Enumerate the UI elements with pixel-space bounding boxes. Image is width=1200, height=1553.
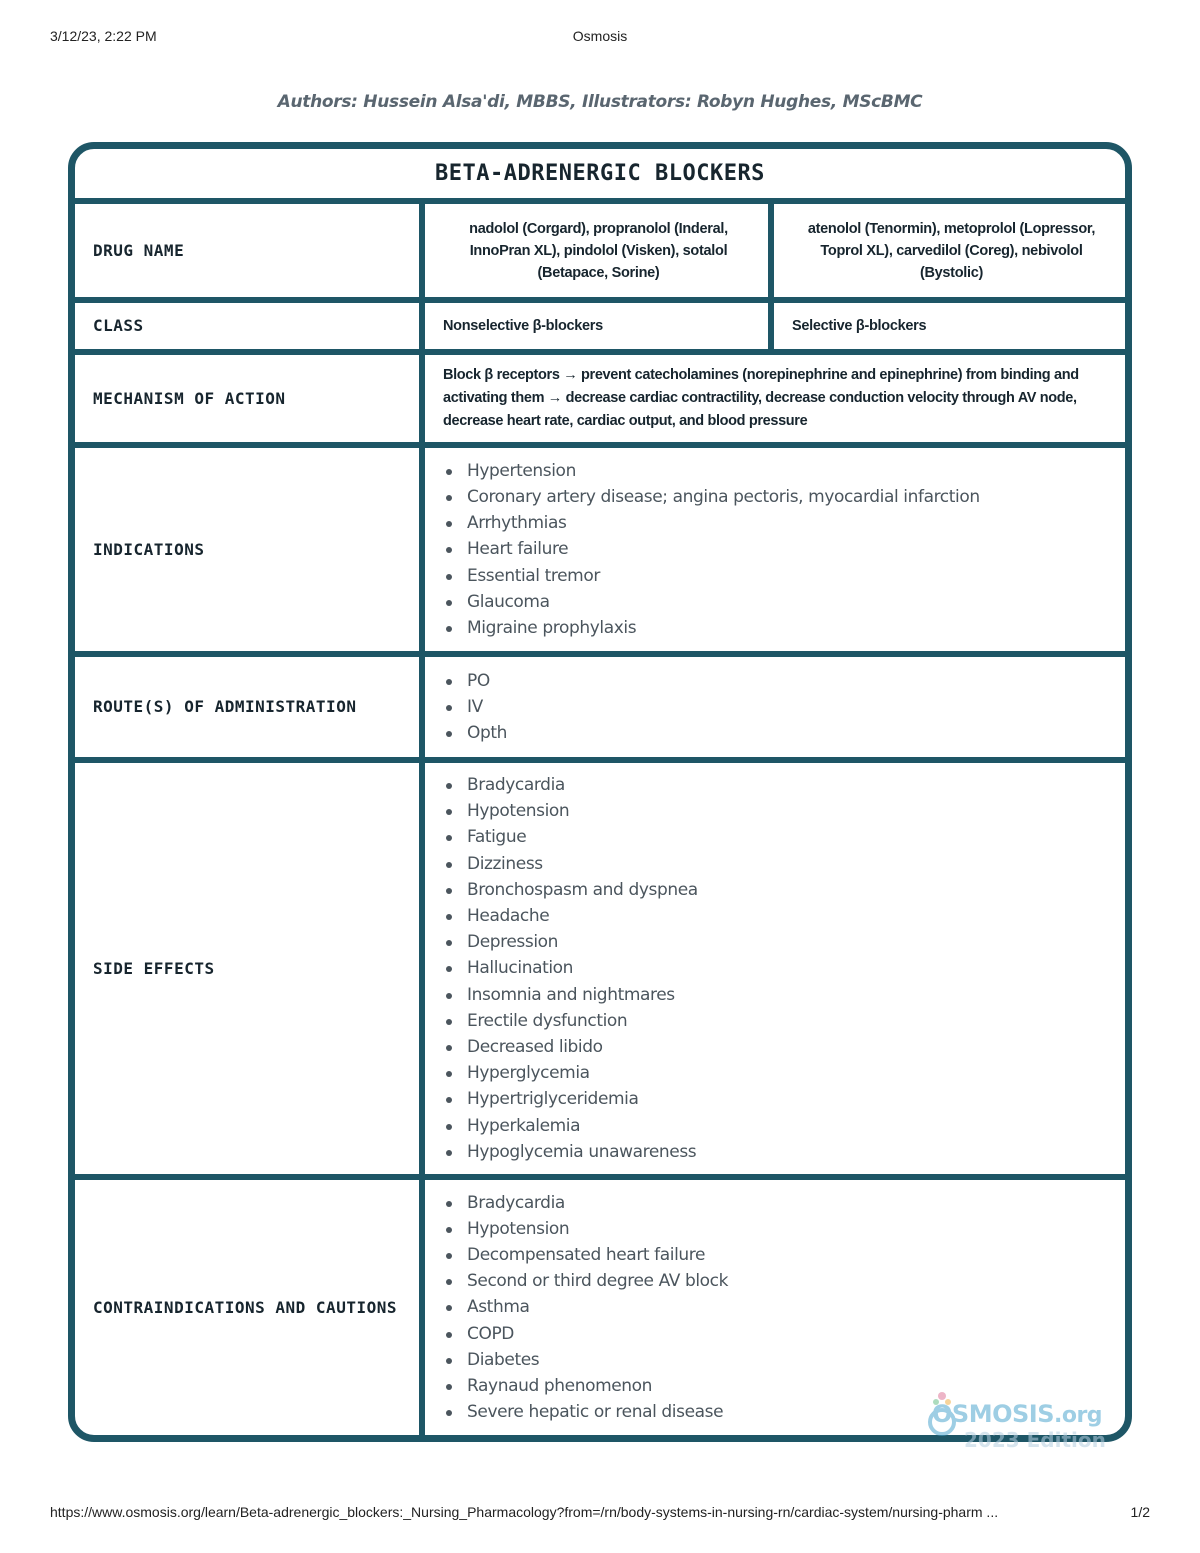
routes-cell bbox=[425, 657, 1125, 757]
list-item: Decreased libido bbox=[443, 1034, 698, 1060]
row-mechanism bbox=[75, 355, 1125, 448]
indications-list bbox=[443, 458, 980, 641]
row-side-effects bbox=[75, 763, 1125, 1180]
drug-name-nonselective: nadolol (Corgard), propranolol (Inderal, InnoPran XL), pindolol (Visken), sotalol (Betapace, Sorine) bbox=[469, 220, 728, 281]
list-item: Heart failure bbox=[443, 536, 980, 562]
row-label-indications: INDICATIONS bbox=[75, 448, 425, 651]
authors-line: Authors: Hussein Alsa'di, MBBS, Illustrators: Robyn Hughes, MScBMC bbox=[277, 92, 923, 112]
row-label-mechanism: MECHANISM OF ACTION bbox=[75, 355, 425, 442]
osmosis-logo-suffix: .org bbox=[1053, 1403, 1103, 1428]
list-item: Bronchospasm and dyspnea bbox=[443, 877, 698, 903]
row-label-drug-name: DRUG NAME bbox=[75, 204, 425, 297]
mechanism-cell bbox=[425, 355, 1125, 442]
mechanism-text: Block β receptors → prevent catecholamines (norepinephrine and epinephrine) from binding and activating them → decrease cardiac contractility, decrease conduction velocity through AV node, decrease heart rate, cardiac output, and blood pressure bbox=[443, 367, 1079, 429]
list-item: Essential tremor bbox=[443, 563, 980, 589]
list-item: PO bbox=[443, 668, 507, 694]
osmosis-logo-text bbox=[932, 1400, 1102, 1428]
side-effects-cell bbox=[425, 763, 1125, 1174]
list-item: Headache bbox=[443, 903, 698, 929]
row-indications bbox=[75, 448, 1125, 657]
list-item: Bradycardia bbox=[443, 1190, 728, 1216]
list-item: Dizziness bbox=[443, 851, 698, 877]
list-item: Diabetes bbox=[443, 1347, 728, 1373]
list-item: Hypotension bbox=[443, 1216, 728, 1242]
row-class bbox=[75, 303, 1125, 355]
class-selective-cell bbox=[774, 303, 1125, 349]
list-item: Bradycardia bbox=[443, 772, 698, 798]
row-label-side-effects: SIDE EFFECTS bbox=[75, 763, 425, 1174]
list-item: Severe hepatic or renal disease bbox=[443, 1399, 728, 1425]
row-label-routes: ROUTE(S) OF ADMINISTRATION bbox=[75, 657, 425, 757]
drug-name-selective: atenolol (Tenormin), metoprolol (Lopressor, Toprol XL), carvedilol (Coreg), nebivolol (Bystolic) bbox=[807, 220, 1096, 281]
row-drug-name bbox=[75, 204, 1125, 303]
list-item: Glaucoma bbox=[443, 589, 980, 615]
list-item: Fatigue bbox=[443, 824, 698, 850]
row-label-class: CLASS bbox=[75, 303, 425, 349]
row-routes bbox=[75, 657, 1125, 763]
side-effects-list bbox=[443, 772, 698, 1165]
list-item: Second or third degree AV block bbox=[443, 1268, 728, 1294]
list-item: Depression bbox=[443, 929, 698, 955]
list-item: IV bbox=[443, 694, 507, 720]
print-page-number: 1/2 bbox=[1130, 1504, 1150, 1520]
osmosis-logo-name: OSMOSIS bbox=[932, 1400, 1054, 1428]
print-header bbox=[50, 28, 1150, 48]
drug-name-selective-cell bbox=[774, 204, 1125, 297]
list-item: Erectile dysfunction bbox=[443, 1008, 698, 1034]
list-item: Hypoglycemia unawareness bbox=[443, 1139, 698, 1165]
list-item: Hypertriglyceridemia bbox=[443, 1086, 698, 1112]
print-date: 3/12/23, 2:22 PM bbox=[50, 28, 157, 44]
list-item: Opth bbox=[443, 720, 507, 746]
list-item: Arrhythmias bbox=[443, 510, 980, 536]
print-site-title: Osmosis bbox=[572, 28, 628, 44]
print-url: https://www.osmosis.org/learn/Beta-adrenergic_blockers:_Nursing_Pharmacology?from=/rn/body-systems-in-nursing-rn/cardiac-system/nursing-pharm ... bbox=[50, 1504, 999, 1520]
contraindications-list bbox=[443, 1190, 728, 1426]
list-item: COPD bbox=[443, 1321, 728, 1347]
list-item: Hallucination bbox=[443, 955, 698, 981]
table-title: BETA-ADRENERGIC BLOCKERS bbox=[75, 149, 1125, 204]
list-item: Hypertension bbox=[443, 458, 980, 484]
list-item: Hypotension bbox=[443, 798, 698, 824]
list-item: Asthma bbox=[443, 1294, 728, 1320]
indications-cell bbox=[425, 448, 1125, 651]
list-item: Hyperglycemia bbox=[443, 1060, 698, 1086]
class-selective: Selective β-blockers bbox=[792, 318, 927, 334]
routes-list bbox=[443, 668, 507, 747]
osmosis-logo bbox=[928, 1388, 1128, 1458]
drug-table bbox=[68, 142, 1132, 1442]
list-item: Coronary artery disease; angina pectoris, myocardial infarction bbox=[443, 484, 980, 510]
list-item: Hyperkalemia bbox=[443, 1113, 698, 1139]
row-label-contraindications: CONTRAINDICATIONS AND CAUTIONS bbox=[75, 1180, 425, 1435]
list-item: Raynaud phenomenon bbox=[443, 1373, 728, 1399]
class-nonselective-cell bbox=[425, 303, 774, 349]
drug-name-nonselective-cell bbox=[425, 204, 774, 297]
osmosis-logo-edition: 2023 Edition bbox=[964, 1428, 1106, 1452]
list-item: Insomnia and nightmares bbox=[443, 982, 698, 1008]
list-item: Decompensated heart failure bbox=[443, 1242, 728, 1268]
class-nonselective: Nonselective β-blockers bbox=[443, 318, 603, 334]
print-footer bbox=[50, 1504, 1150, 1524]
list-item: Migraine prophylaxis bbox=[443, 615, 980, 641]
